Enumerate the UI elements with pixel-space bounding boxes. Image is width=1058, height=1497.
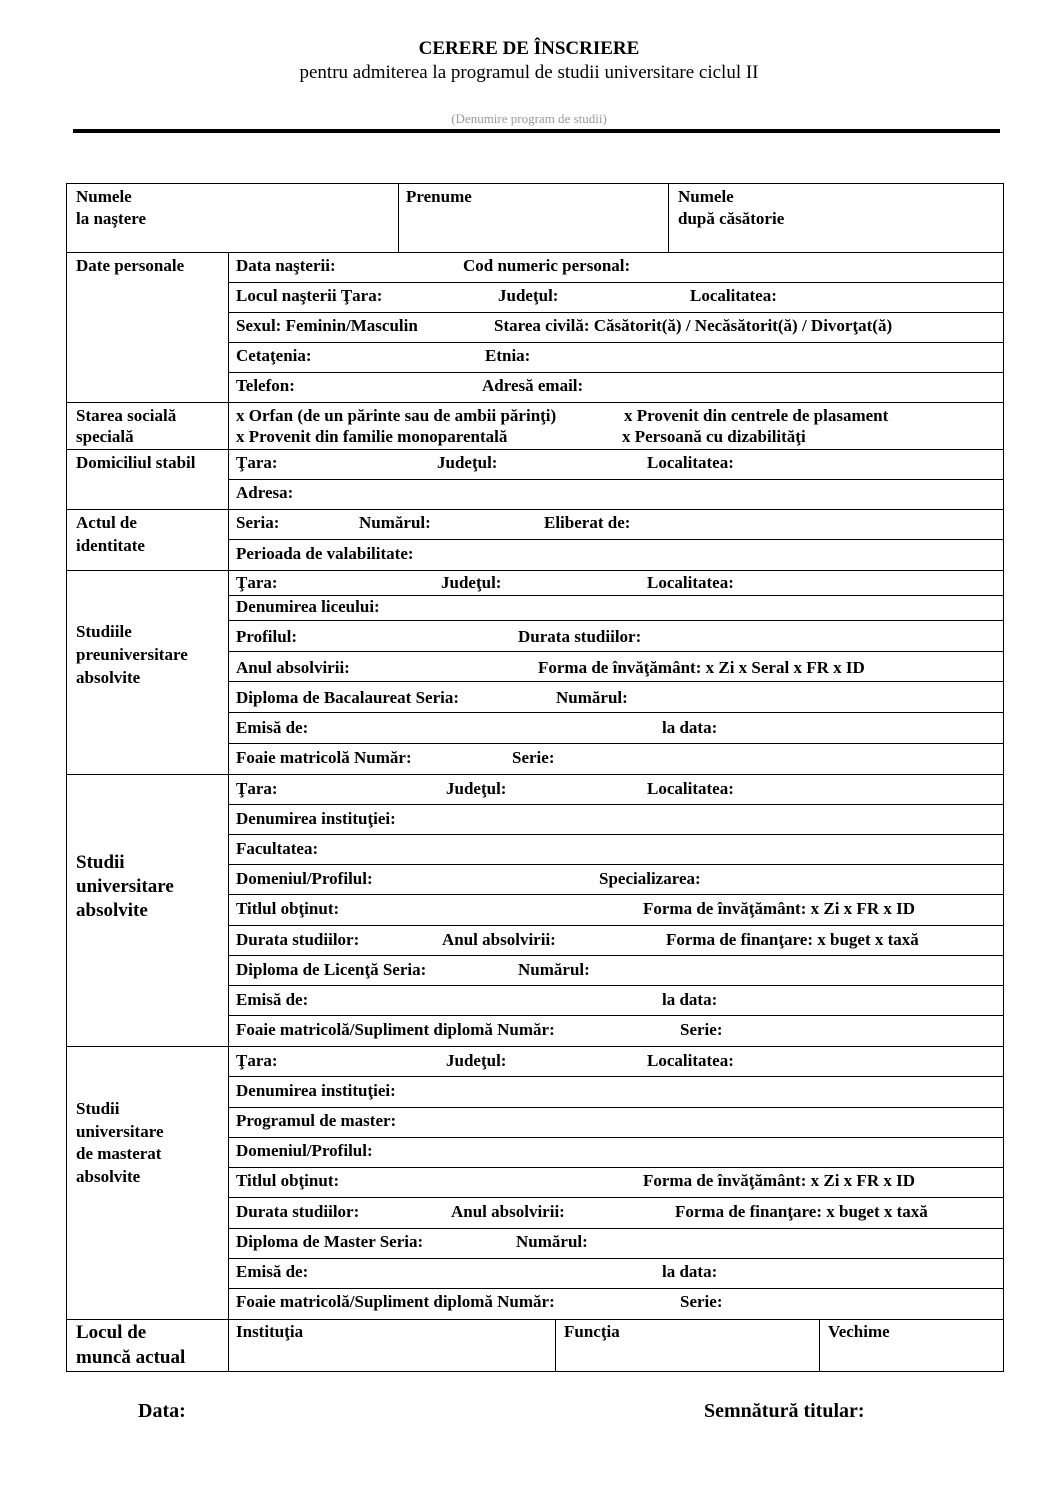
row-divider xyxy=(228,1015,1004,1016)
master-domain-field[interactable]: Domeniul/Profilul: xyxy=(236,1141,373,1160)
column-divider xyxy=(398,183,399,252)
row-divider xyxy=(228,743,1004,744)
row-divider xyxy=(228,479,1004,480)
row-divider xyxy=(66,449,1004,450)
uni-study-form-options[interactable]: Forma de învăţământ: x Zi x FR x ID xyxy=(643,899,915,918)
married-name-label: Numele xyxy=(678,187,734,206)
civil-status-field[interactable]: Starea civilă: Căsătorit(ă) / Necăsătorit(ă) / Divorţat(ă) xyxy=(494,316,893,335)
master-diploma-number-field[interactable]: Numărul: xyxy=(516,1232,588,1251)
row-divider xyxy=(228,282,1004,283)
single-parent-checkbox[interactable]: x Provenit din familie monoparentală xyxy=(236,427,508,446)
id-series-field[interactable]: Seria: xyxy=(236,513,280,532)
first-name-label: Prenume xyxy=(406,187,472,206)
bachelor-diploma-number-field[interactable]: Numărul: xyxy=(518,960,590,979)
date-signature-field[interactable]: Data: xyxy=(138,1400,186,1422)
row-divider xyxy=(228,1228,1004,1229)
row-divider xyxy=(66,402,1004,403)
program-name-placeholder[interactable]: (Denumire program de studii) xyxy=(451,111,607,126)
master-study-form-options[interactable]: Forma de învăţământ: x Zi x FR x ID xyxy=(643,1171,915,1190)
uni-domain-field[interactable]: Domeniul/Profilul: xyxy=(236,869,373,888)
birth-locality-field[interactable]: Localitatea: xyxy=(690,286,777,305)
id-validity-field[interactable]: Perioada de valabilitate: xyxy=(236,544,414,563)
row-divider xyxy=(66,774,1004,775)
preuniversity-label-line2: preuniversitare xyxy=(76,645,188,664)
bac-diploma-number-field[interactable]: Numărul: xyxy=(556,688,628,707)
master-program-field[interactable]: Programul de master: xyxy=(236,1111,397,1130)
domicile-label: Domiciliul stabil xyxy=(76,453,196,472)
bac-issued-date-field[interactable]: la data: xyxy=(662,718,718,737)
birth-county-field[interactable]: Judeţul: xyxy=(498,286,559,305)
pre-country-field[interactable]: Ţara: xyxy=(236,573,278,592)
email-field[interactable]: Adresă email: xyxy=(482,376,584,395)
pre-duration-field[interactable]: Durata studiilor: xyxy=(518,627,642,646)
domicile-locality-field[interactable]: Localitatea: xyxy=(647,453,734,472)
workplace-label-line2: muncă actual xyxy=(76,1347,186,1368)
workplace-label: Locul de xyxy=(76,1322,147,1343)
row-divider xyxy=(228,712,1004,713)
work-position-field[interactable]: Funcţia xyxy=(564,1322,620,1341)
uni-graduation-year-field[interactable]: Anul absolvirii: xyxy=(442,930,556,949)
row-divider xyxy=(228,894,1004,895)
bac-issued-by-field[interactable]: Emisă de: xyxy=(236,718,309,737)
uni-issued-date-field[interactable]: la data: xyxy=(662,990,718,1009)
row-divider xyxy=(228,834,1004,835)
university-label-line2: universitare xyxy=(76,876,174,897)
pre-profile-field[interactable]: Profilul: xyxy=(236,627,298,646)
application-table xyxy=(66,183,1004,1372)
pre-transcript-series-field[interactable]: Serie: xyxy=(512,748,555,767)
row-divider xyxy=(228,1107,1004,1108)
uni-duration-field[interactable]: Durata studiilor: xyxy=(236,930,360,949)
birth-date-field[interactable]: Data naşterii: xyxy=(236,256,336,275)
uni-transcript-series-field[interactable]: Serie: xyxy=(680,1020,723,1039)
row-divider xyxy=(228,312,1004,313)
row-divider xyxy=(228,1197,1004,1198)
row-divider xyxy=(228,1076,1004,1077)
row-divider xyxy=(228,985,1004,986)
preuniversity-label: Studiile xyxy=(76,622,132,641)
row-divider xyxy=(228,925,1004,926)
master-duration-field[interactable]: Durata studiilor: xyxy=(236,1202,360,1221)
row-divider xyxy=(228,372,1004,373)
placement-center-checkbox[interactable]: x Provenit din centrele de plasament xyxy=(624,406,889,425)
ethnicity-field[interactable]: Etnia: xyxy=(485,346,531,365)
master-label-line4: absolvite xyxy=(76,1167,141,1186)
row-divider xyxy=(228,620,1004,621)
row-divider xyxy=(228,955,1004,956)
column-divider xyxy=(819,1319,820,1372)
master-country-field[interactable]: Ţara: xyxy=(236,1051,278,1070)
master-title-field[interactable]: Titlul obţinut: xyxy=(236,1171,340,1190)
column-divider xyxy=(555,1319,556,1372)
phone-field[interactable]: Telefon: xyxy=(236,376,295,395)
sex-field[interactable]: Sexul: Feminin/Masculin xyxy=(236,316,418,335)
bachelor-diploma-series-field[interactable]: Diploma de Licenţă Seria: xyxy=(236,960,427,979)
row-divider xyxy=(66,1046,1004,1047)
row-divider xyxy=(66,570,1004,571)
master-diploma-series-field[interactable]: Diploma de Master Seria: xyxy=(236,1232,424,1251)
column-divider xyxy=(228,252,229,1372)
id-number-field[interactable]: Numărul: xyxy=(359,513,431,532)
row-divider xyxy=(228,681,1004,682)
birth-name-label: Numele xyxy=(76,187,132,206)
university-label-line3: absolvite xyxy=(76,900,148,921)
row-divider xyxy=(66,1319,1004,1320)
pre-county-field[interactable]: Judeţul: xyxy=(441,573,502,592)
master-label: Studii xyxy=(76,1099,120,1118)
work-seniority-field[interactable]: Vechime xyxy=(828,1322,890,1341)
uni-transcript-number-field[interactable]: Foaie matricolă/Supliment diplomă Număr: xyxy=(236,1020,555,1039)
form-subtitle: pentru admiterea la programul de studii universitare ciclul II xyxy=(299,62,759,83)
pre-transcript-number-field[interactable]: Foaie matricolă Număr: xyxy=(236,748,412,767)
master-graduation-year-field[interactable]: Anul absolvirii: xyxy=(451,1202,565,1221)
domicile-country-field[interactable]: Ţara: xyxy=(236,453,278,472)
row-divider xyxy=(228,1167,1004,1168)
master-label-line2: universitare xyxy=(76,1122,164,1141)
id-issued-by-field[interactable]: Eliberat de: xyxy=(544,513,631,532)
uni-locality-field[interactable]: Localitatea: xyxy=(647,779,734,798)
married-name-label-line2: după căsătorie xyxy=(678,209,785,228)
row-divider xyxy=(66,252,1004,253)
form-title: CERERE DE ÎNSCRIERE xyxy=(418,38,640,59)
university-label: Studii xyxy=(76,852,125,873)
row-divider xyxy=(228,1137,1004,1138)
master-transcript-number-field[interactable]: Foaie matricolă/Supliment diplomă Număr: xyxy=(236,1292,555,1311)
id-card-label: Actul de xyxy=(76,513,137,532)
work-institution-field[interactable]: Instituţia xyxy=(236,1322,304,1341)
master-issued-date-field[interactable]: la data: xyxy=(662,1262,718,1281)
uni-title-field[interactable]: Titlul obţinut: xyxy=(236,899,340,918)
pre-locality-field[interactable]: Localitatea: xyxy=(647,573,734,592)
uni-institution-field[interactable]: Denumirea instituţiei: xyxy=(236,809,396,828)
uni-issued-by-field[interactable]: Emisă de: xyxy=(236,990,309,1009)
disability-checkbox[interactable]: x Persoană cu dizabilităţi xyxy=(622,427,806,446)
master-institution-field[interactable]: Denumirea instituţiei: xyxy=(236,1081,396,1100)
pre-study-form-options[interactable]: Forma de învăţământ: x Zi x Seral x FR x ID xyxy=(538,658,865,677)
uni-county-field[interactable]: Judeţul: xyxy=(446,779,507,798)
cnp-field[interactable]: Cod numeric personal: xyxy=(463,256,631,275)
domicile-address-field[interactable]: Adresa: xyxy=(236,483,294,502)
holder-signature-field[interactable]: Semnătură titular: xyxy=(704,1400,865,1422)
preuniversity-label-line3: absolvite xyxy=(76,668,141,687)
social-status-label: Starea socială xyxy=(76,406,177,425)
pre-graduation-year-field[interactable]: Anul absolvirii: xyxy=(236,658,350,677)
master-transcript-series-field[interactable]: Serie: xyxy=(680,1292,723,1311)
row-divider xyxy=(228,651,1004,652)
row-divider xyxy=(228,342,1004,343)
orphan-checkbox[interactable]: x Orfan (de un părinte sau de ambii părinţi) xyxy=(236,406,557,425)
uni-specialization-field[interactable]: Specializarea: xyxy=(599,869,701,888)
title-rule xyxy=(73,129,1000,133)
row-divider xyxy=(228,539,1004,540)
master-funding-options[interactable]: Forma de finanţare: x buget x taxă xyxy=(675,1202,928,1221)
row-divider xyxy=(228,1288,1004,1289)
birth-country-field[interactable]: Locul naşterii Ţara: xyxy=(236,286,383,305)
row-divider xyxy=(228,1258,1004,1259)
birth-name-label-line2: la naştere xyxy=(76,209,147,228)
row-divider xyxy=(66,509,1004,510)
column-divider xyxy=(668,183,669,252)
uni-country-field[interactable]: Ţara: xyxy=(236,779,278,798)
citizenship-field[interactable]: Cetaţenia: xyxy=(236,346,312,365)
master-county-field[interactable]: Judeţul: xyxy=(446,1051,507,1070)
master-locality-field[interactable]: Localitatea: xyxy=(647,1051,734,1070)
id-card-label-line2: identitate xyxy=(76,536,145,555)
bac-diploma-series-field[interactable]: Diploma de Bacalaureat Seria: xyxy=(236,688,460,707)
uni-funding-options[interactable]: Forma de finanţare: x buget x taxă xyxy=(666,930,919,949)
master-issued-by-field[interactable]: Emisă de: xyxy=(236,1262,309,1281)
row-divider xyxy=(228,864,1004,865)
domicile-county-field[interactable]: Judeţul: xyxy=(437,453,498,472)
social-status-label-line2: specială xyxy=(76,427,134,446)
school-name-field[interactable]: Denumirea liceului: xyxy=(236,597,380,616)
personal-data-label: Date personale xyxy=(76,256,185,275)
uni-faculty-field[interactable]: Facultatea: xyxy=(236,839,319,858)
master-label-line3: de masterat xyxy=(76,1144,162,1163)
row-divider xyxy=(228,804,1004,805)
